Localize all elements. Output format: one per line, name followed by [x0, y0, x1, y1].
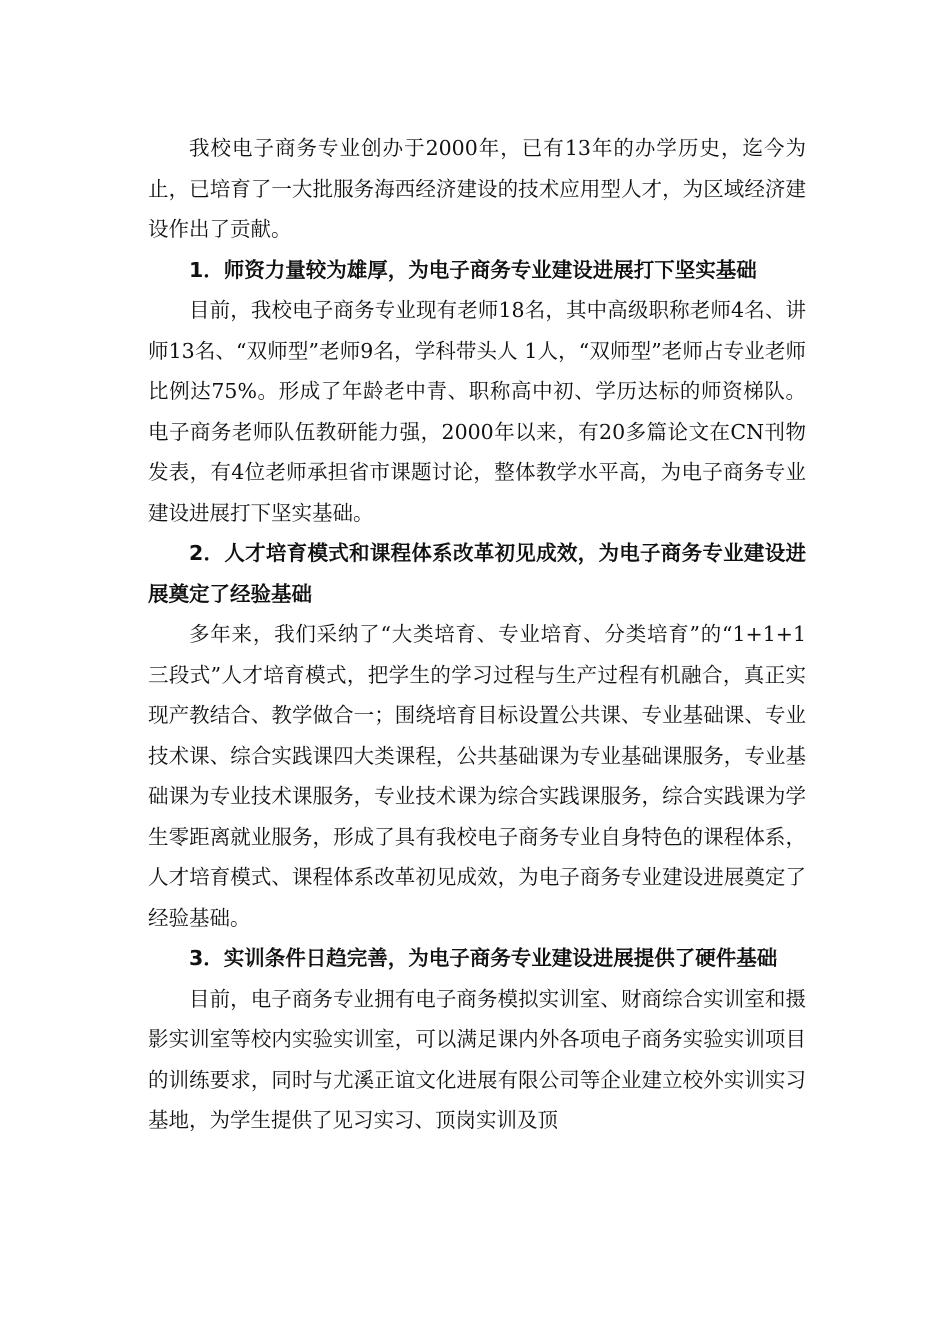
section-heading-training: 3．实训条件日趋完善，为电子商务专业建设进展提供了硬件基础	[189, 946, 778, 970]
training-paragraph: 目前，电子商务专业拥有电子商务模拟实训室、财商综合实训室和摄影实训室等校内实验实训室，可以满足课内外各项电子商务实验实训项目的训练要求，同时与尤溪正谊文化进展有限公司等企业建立校外实训实习基地，为学生提供了见习实习、顶岗实训及顶	[148, 986, 806, 1132]
document-body	[148, 128, 806, 1141]
intro-paragraph: 我校电子商务专业创办于2000年，已有13年的办学历史，迄今为止，已培育了一大批服务海西经济建设的技术应用型人才，为区域经济建设作出了贡献。	[148, 136, 806, 241]
section-heading-faculty: 1．师资力量较为雄厚，为电子商务专业建设进展打下坚实基础	[189, 257, 757, 282]
faculty-paragraph: 目前，我校电子商务专业现有老师18名，其中高级职称老师4名、讲师13名、“双师型”老师9名，学科带头人 1人，“双师型”老师占专业老师比例达75%。形成了年龄老中青、职称高中初、学历达标的师资梯队。电子商务老师队伍教研能力强，2000年以来，有20多篇论文在CN刊物发表，有4位老师承担省市课题讨论，整体教学水平高，为电子商务专业建设进展打下坚实基础。	[148, 298, 806, 525]
curriculum-paragraph: 多年来，我们采纳了“大类培育、专业培育、分类培育”的“1+1+1三段式”人才培育模式，把学生的学习过程与生产过程有机融合，真正实现产教结合、教学做合一；围绕培育目标设置公共课、专业基础课、专业技术课、综合实践课四大类课程，公共基础课为专业基础课服务，专业基础课为专业技术课服务，专业技术课为综合实践课服务，综合实践课为学生零距离就业服务，形成了具有我校电子商务专业自身特色的课程体系，人才培育模式、课程体系改革初见成效，为电子商务专业建设进展奠定了经验基础。	[148, 622, 806, 930]
section-heading-curriculum: 2．人才培育模式和课程体系改革初见成效，为电子商务专业建设进展奠定了经验基础	[148, 541, 806, 606]
